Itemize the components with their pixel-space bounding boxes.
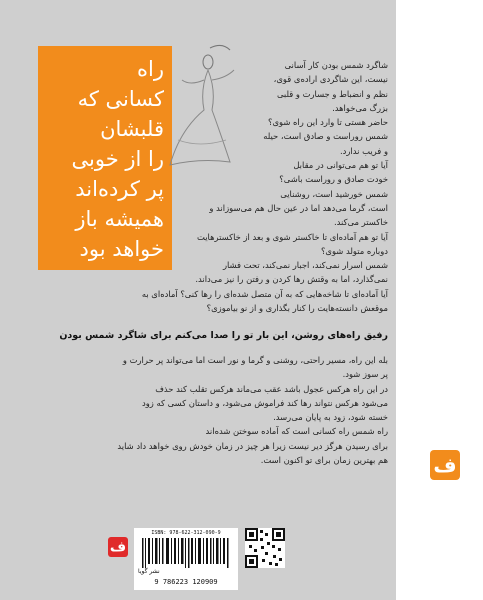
body-line: برای رسیدن هرگز دیر نیست زیرا هر چیز در زمان خودش روی خواهد داد شاید: [117, 440, 388, 451]
spine-publisher-logo-icon: ف: [430, 450, 460, 480]
barcode-icon: [142, 538, 230, 568]
body-line: هم بهترین زمان برای تو اکنون است.: [260, 455, 388, 466]
body-text: [50, 353, 388, 467]
body-line: می‌شود هرکس نتواند رها کند فراموش می‌شود، و داستان کسی که زود: [142, 397, 388, 408]
body-line: خسته شود، زود به پایان می‌رسد.: [273, 412, 388, 423]
poem-line: نیست، این شاگردی اراده‌ی قوی،: [273, 74, 388, 85]
quote-line: قلبشان: [100, 117, 164, 141]
quote-line: پر کرده‌اند: [75, 177, 164, 201]
poem-line: آیا تو هم آماده‌ای تا خاکستر شوی و بعد از خاکسترهایت: [196, 231, 388, 242]
barcode-number: 9 786223 120909: [154, 578, 218, 586]
quote-line: خواهد بود: [79, 237, 164, 261]
qr-code-icon: [245, 528, 285, 568]
poem-line: نظم و انضباط و جسارت و قلبی: [276, 88, 388, 99]
poem-line: موقعش دانسته‌هایت را کنار بگذاری و از نو بیاموزی؟: [206, 303, 388, 314]
poem-text: [180, 58, 388, 287]
publisher-name: نشر گویا: [138, 568, 160, 575]
quote-box: [38, 46, 172, 270]
body-line: در این راه هرکس عجول باشد عقب می‌ماند هرکس تقلب کند حذف: [155, 383, 388, 394]
quote-line: همیشه باز: [75, 207, 164, 231]
isbn-label: ISBN: 978-622-312-090-9: [151, 530, 221, 536]
poem-line: آیا تو هم می‌توانی در مقابل: [293, 160, 388, 171]
body-line: راه شمس راه کسانی است که آماده سوختن شده‌اند: [205, 426, 388, 437]
barcode-block: [134, 528, 238, 590]
poem-line: خودت صادق و روراست باشی؟: [279, 174, 388, 185]
poem-line: است، گرما می‌دهد اما در عین حال هم می‌سوزاند و: [209, 202, 388, 213]
spine: [396, 0, 483, 600]
poem-line: آیا آماده‌ای تا شاخه‌هایی که به آن متصل شده‌ای را رها کنی؟ آماده‌ای به: [141, 289, 388, 299]
section-heading: رفیق راه‌های روشن، این بار تو را صدا می‌کنم برای شاگرد شمس بودن: [59, 330, 388, 341]
body-line: بله این راه، مسیر راحتی، روشنی و گرما و نور است اما می‌تواند پر حرارت و: [122, 355, 388, 365]
poem-line: و فریب ندارد.: [339, 145, 388, 156]
body-line: پر سوز شود.: [342, 369, 388, 380]
publisher-logo-icon: ف: [109, 539, 127, 555]
poem-line: حاضر هستی تا وارد این راه شوی؟: [268, 117, 388, 128]
poem-line: شمس خورشید است، روشنایی: [280, 188, 388, 199]
poem-line: بزرگ می‌خواهد.: [332, 102, 388, 113]
poem-line: شمس اسرار نمی‌کند، اجبار نمی‌کند، تحت فشار: [222, 260, 388, 271]
poem-line: دوباره متولد شوی؟: [320, 245, 388, 256]
poem-line: خاکستر می‌کند.: [333, 217, 388, 228]
quote-line: را از خوبی: [71, 147, 164, 171]
quote-line: کسانی که: [77, 87, 164, 111]
quote-line: راه: [137, 57, 164, 81]
poem-text-wide: [52, 287, 388, 316]
poem-line: شمس روراست و صادق است، حیله: [263, 131, 388, 142]
poem-line: شاگرد شمس بودن کار آسانی: [284, 60, 388, 70]
poem-line: نمی‌گذارد، اما به وقتش رها کردن و رفتن را نیز می‌داند.: [195, 274, 388, 285]
